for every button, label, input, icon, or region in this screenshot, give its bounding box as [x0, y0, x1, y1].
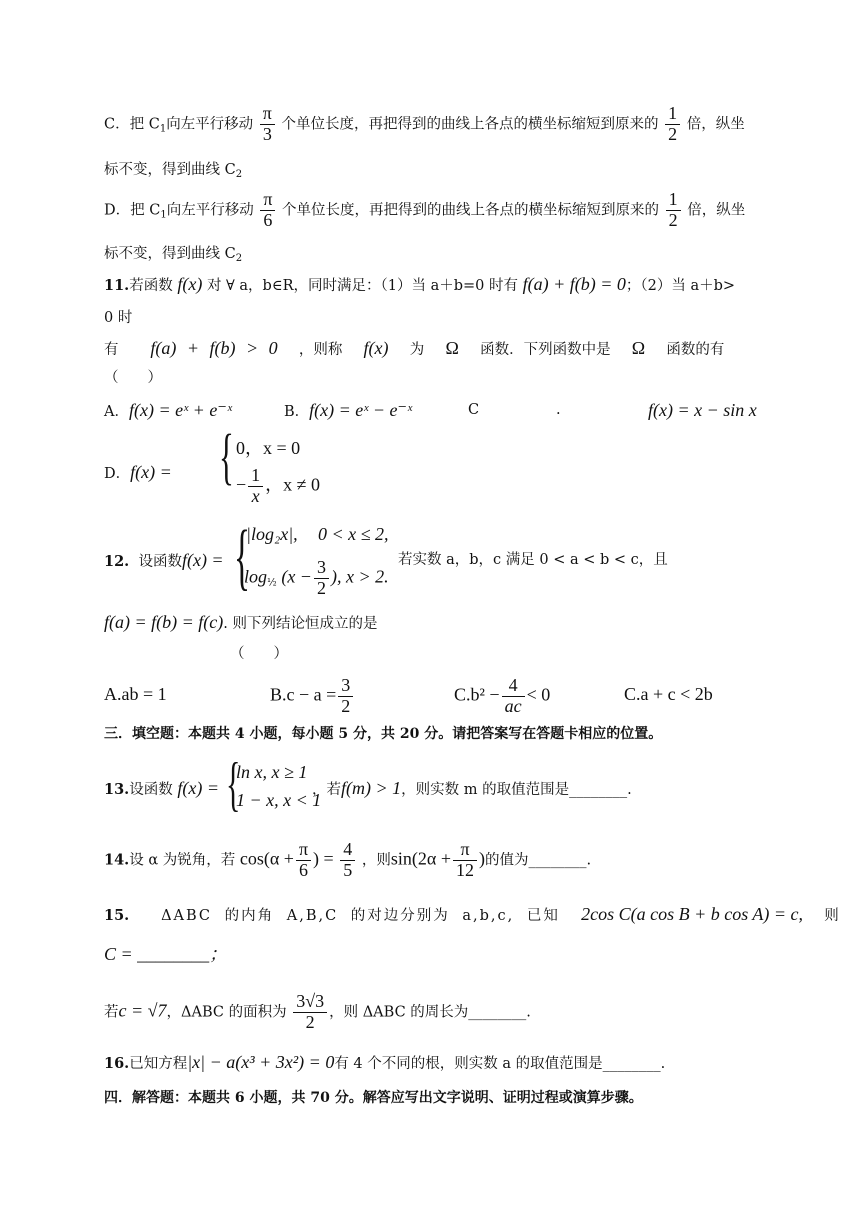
q11-option-c-label: C	[468, 402, 480, 418]
q15-stem: 15. ΔABC 的内角 A,B,C 的对边分别为 a,b,c, 已知 2cos C(a cos B + b cos A) = c, 则	[104, 904, 839, 924]
q16-stem: 16.已知方程|x| − a(x³ + 3x²) = 0有 4 个不同的根，则实数 a 的取值范围是________.	[104, 1052, 666, 1072]
q13-condition: ，若f(m) > 1，则实数 m 的取值范围是________.	[312, 778, 632, 798]
q11-paren: （ ）	[104, 370, 162, 386]
q14-stem: 14.设 α 为锐角，若 cos(α + $\frac{\pi}{6}$ ) = $\frac{4}{5}$ ，则sin(2α + $\frac{\pi}{12}$ )的值为________.	[104, 839, 592, 880]
q13-brace: {	[226, 751, 241, 817]
section-3-heading: 三．填空题：本题共 4 小题，每小题 5 分，共 20 分。请把答案写在答题卡相应的位置。	[104, 726, 663, 742]
q12-paren: （ ）	[230, 646, 288, 662]
q12-option-b: B.c − a = $\frac{3}{2}$	[270, 676, 355, 717]
q15-part2: 若c = √7，ΔABC 的面积为 $\frac{3√3}{2}$ ，则 ΔABC 的周长为________.	[104, 991, 531, 1032]
fraction-one-over-x: $\frac{1}{x}$	[248, 466, 263, 507]
q11-stem-cont: 0 时	[104, 310, 133, 326]
q12-option-d: C.a + c < 2b	[624, 684, 713, 704]
q12-option-c: C.b² − $\frac{4}{ac}$ < 0	[454, 675, 551, 716]
fraction-3root3-over-2: $\frac{3√3}{2}$	[293, 992, 327, 1033]
q10-option-d: D．把 $C_1$向左平行移动 $\frac{\pi}{6}$ 个单位长度，再把得到的曲线上各点的横坐标缩短到原来的 $\frac{1}{2}$ 倍，纵坐	[104, 189, 746, 230]
q12-option-a: A.ab = 1	[104, 684, 167, 704]
q13-stem: 13.设函数 f(x) =	[104, 778, 219, 798]
q12-brace: {	[234, 516, 250, 598]
q12-condition: 若实数 a，b，c 满足 0 < a < b < c，且	[398, 552, 668, 568]
q12-case1-cond: 0 < x ≤ 2,	[318, 524, 389, 544]
section-4-heading: 四．解答题：本题共 6 小题，共 70 分。解答应写出文字说明、证明过程或演算步骤。	[104, 1090, 643, 1106]
q12-equation: f(a) = f(b) = f(c). 则下列结论恒成立的是	[104, 612, 378, 632]
q11-option-c: f(x) = x − sin x	[648, 400, 757, 420]
q11-option-c-dot: .	[556, 402, 561, 418]
q15-blank-c: C = ________；	[104, 944, 228, 964]
fraction-pi-over-12: $\frac{\pi}{12}$	[453, 840, 477, 881]
fraction-three-halves: $\frac{3}{2}$	[314, 558, 329, 599]
q11-option-d-brace: {	[219, 423, 234, 491]
fraction-one-half: $\frac{1}{2}$	[666, 190, 681, 231]
q10-option-d-cont: 标不变，得到曲线 $C_2$	[104, 246, 243, 264]
q12-case2: $\log_{\frac{1}{2}} (x$ − $\frac{3}{2}$ ), x > 2.	[244, 557, 389, 598]
fraction-three-halves: $\frac{3}{2}$	[338, 676, 353, 717]
q12-stem: 12. 设函数f(x) =	[104, 550, 224, 570]
fraction-pi-over-6: $\frac{\pi}{6}$	[260, 190, 275, 231]
q11-option-d-case1: 0，x = 0	[236, 438, 301, 458]
fraction-one-half: $\frac{1}{2}$	[665, 104, 680, 145]
fraction-pi-over-3: $\frac{\pi}{3}$	[260, 104, 275, 145]
fraction-pi-over-6: $\frac{\pi}{6}$	[296, 840, 311, 881]
q12-case1: |log₂x|,	[246, 524, 298, 544]
q10-option-c: C．把 $C_1$向左平行移动 $\frac{\pi}{3}$ 个单位长度，再把得到的曲线上各点的横坐标缩短到原来的 $\frac{1}{2}$ 倍，纵坐	[104, 103, 745, 144]
q11-option-d: D．f(x) =	[104, 462, 172, 482]
q11-stem-line2: 有 f(a) + f(b) > 0 ，则称 f(x) 为 Ω 函数．下列函数中是 Ω 函数的有	[104, 338, 725, 358]
q11-option-b: B．f(x) = eˣ − e⁻ˣ	[284, 400, 413, 420]
q11-option-a: A．f(x) = eˣ + e⁻ˣ	[104, 400, 232, 420]
q13-case1: ln x, x ≥ 1	[236, 762, 308, 782]
q13-case2: 1 − x, x < 1	[236, 790, 322, 810]
q11-option-d-case2: − $\frac{1}{x}$ ，x ≠ 0	[236, 465, 321, 506]
q10-option-c-cont: 标不变，得到曲线 $C_2$	[104, 162, 243, 180]
fraction-four-fifths: $\frac{4}{5}$	[340, 840, 355, 881]
q11-stem: 11.若函数 f(x) 对 ∀ a，b∈R，同时满足：（1）当 a＋b=0 时有 f(a) + f(b) = 0；（2）当 a＋b>	[104, 274, 736, 294]
fraction-four-over-ac: $\frac{4}{ac}$	[502, 676, 525, 717]
